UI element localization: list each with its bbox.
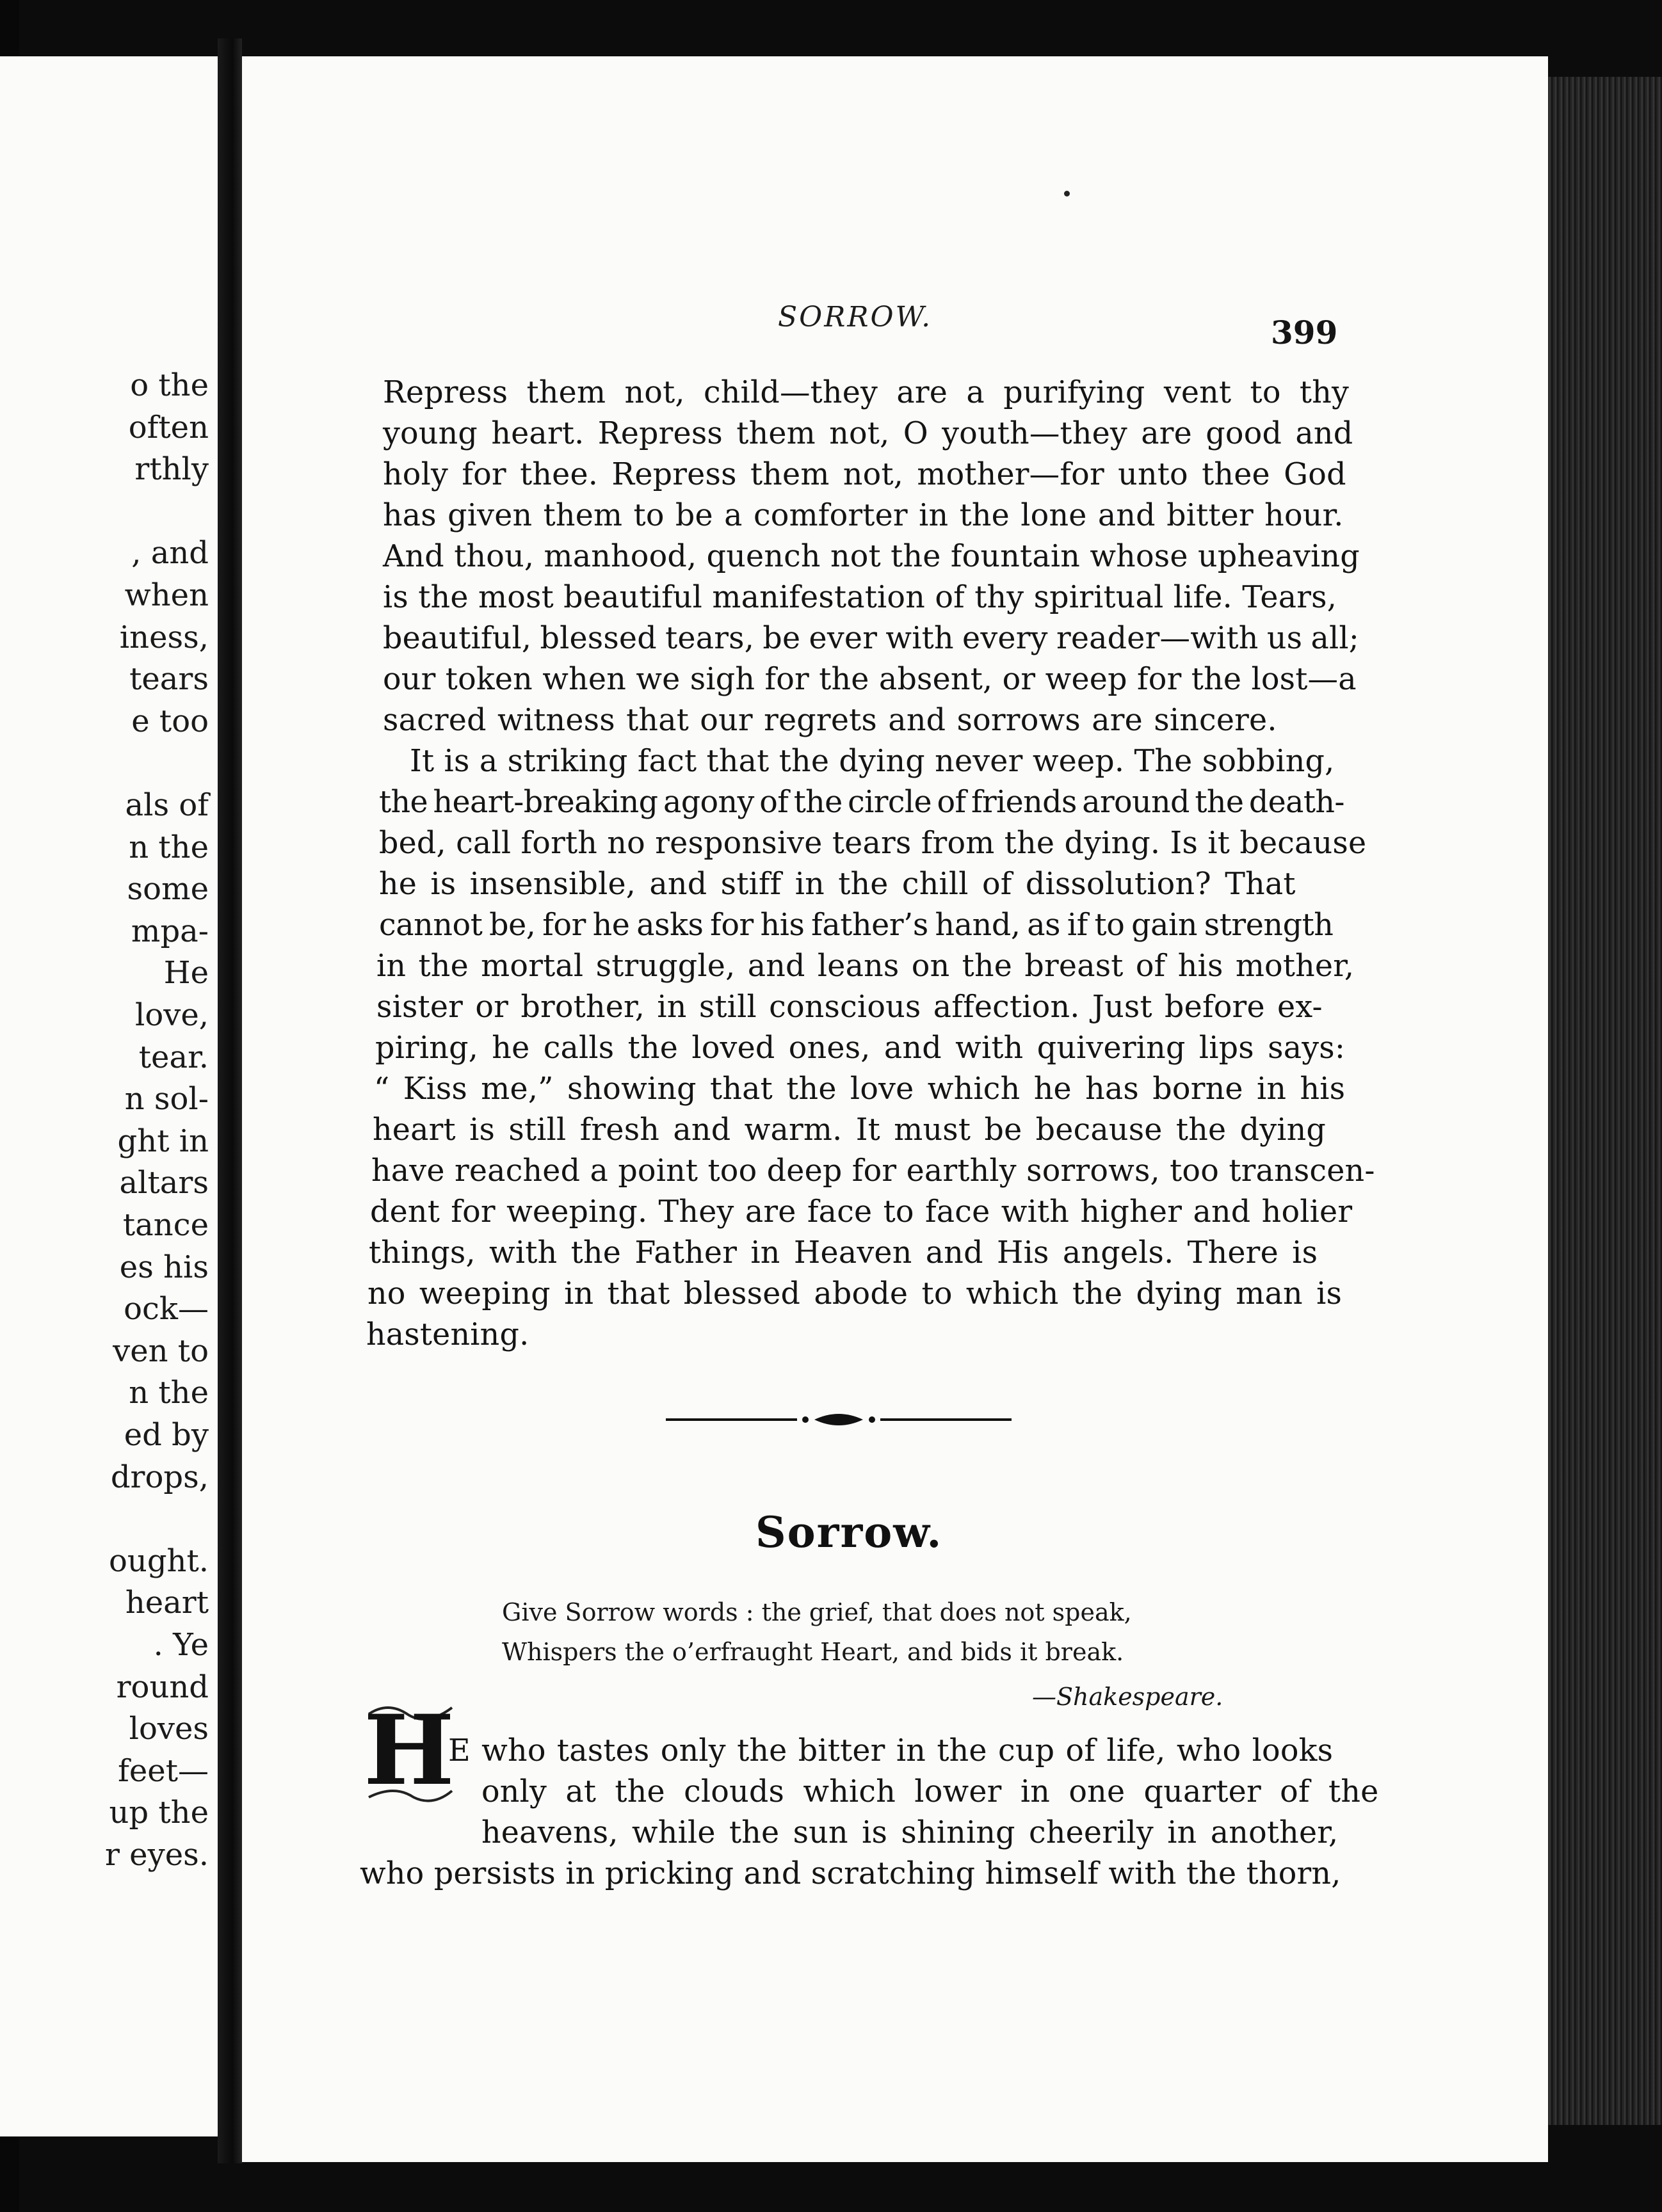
text-line: “ Kiss me,” showing that the love which he has borne in his xyxy=(374,1071,1346,1107)
text-line: Repress them not, child—they are a purifying vent to thy xyxy=(383,375,1350,410)
text-line: in the mortal struggle, and leans on the breast of his mother, xyxy=(376,949,1355,984)
epigraph-line: Whispers the o’erfraught Heart, and bids it break. xyxy=(502,1638,1124,1666)
text-line: bed, call forth no responsive tears from the dying. Is it because xyxy=(379,826,1367,861)
text-line: have reached a point too deep for earthly sorrows, too transcen- xyxy=(371,1153,1375,1189)
text-line: the heart-breaking agony of the circle of friends around the death- xyxy=(379,785,1344,820)
left-page-text-fragment: He xyxy=(163,955,209,991)
text-line: beautiful, blessed tears, be ever with every reader—with us all; xyxy=(383,621,1360,656)
left-page-text-fragment: tance xyxy=(122,1207,209,1243)
left-page-text-fragment: when xyxy=(124,577,209,613)
left-page-text-fragment: n the xyxy=(129,1375,209,1411)
left-page-text-fragment: es his xyxy=(119,1249,209,1285)
left-page-text-fragment: love, xyxy=(134,997,209,1033)
text-line: things, with the Father in Heaven and His angels. There is xyxy=(369,1235,1318,1270)
previous-page-fragment xyxy=(0,56,218,2136)
text-line: our token when we sigh for the absent, or weep for the lost—a xyxy=(383,662,1357,697)
left-page-text-fragment: drops, xyxy=(110,1459,209,1495)
left-page-text-fragment: round xyxy=(116,1669,209,1705)
left-page-text-fragment: altars xyxy=(119,1165,209,1201)
text-line: he is insensible, and stiff in the chill of dissolution? That xyxy=(379,867,1296,902)
text-line: heavens, while the sun is shining cheerily in another, xyxy=(481,1815,1339,1850)
text-line: dent for weeping. They are face to face with higher and holier xyxy=(370,1194,1353,1230)
ink-speck xyxy=(1064,191,1070,196)
left-page-text-fragment: ought. xyxy=(109,1543,209,1579)
left-page-text-fragment: r eyes. xyxy=(104,1837,209,1873)
page-number: 399 xyxy=(1271,314,1338,351)
text-line: cannot be, for he asks for his father’s hand, as if to gain strength xyxy=(379,908,1334,943)
left-page-text-fragment: tears xyxy=(129,661,209,698)
running-head: SORROW. xyxy=(778,301,933,333)
text-line: E who tastes only the bitter in the cup of life, who looks xyxy=(448,1733,1334,1768)
text-line: who persists in pricking and scratching himself with the thorn, xyxy=(360,1856,1341,1891)
epigraph-attribution: —Shakespeare. xyxy=(1032,1683,1223,1711)
text-line: young heart. Repress them not, O youth—they are good and xyxy=(383,416,1353,451)
left-page-text-fragment: rthly xyxy=(134,451,209,488)
text-line: heart is still fresh and warm. It must be because the dying xyxy=(373,1112,1327,1148)
left-page-text-fragment: up the xyxy=(109,1795,209,1831)
left-page-text-fragment: als of xyxy=(125,787,209,823)
ornament-divider xyxy=(666,1407,1012,1432)
left-page-text-fragment: ven to xyxy=(113,1333,209,1369)
left-page-text-fragment: ed by xyxy=(124,1417,209,1453)
left-page-text-fragment: n sol- xyxy=(124,1081,209,1118)
left-page-text-fragment: . Ye xyxy=(153,1627,209,1663)
text-line: piring, he calls the loved ones, and with quivering lips says: xyxy=(375,1030,1346,1066)
text-line: sacred witness that our regrets and sorrows are sincere. xyxy=(383,703,1277,738)
left-page-text-fragment: e too xyxy=(131,703,209,739)
page-edges xyxy=(1548,77,1662,2125)
text-line: only at the clouds which lower in one quarter of the xyxy=(481,1774,1379,1809)
left-page-text-fragment: some xyxy=(127,871,209,908)
left-page-text-fragment: heart xyxy=(125,1585,209,1621)
text-line: no weeping in that blessed abode to which the dying man is xyxy=(367,1276,1343,1311)
text-line: has given them to be a comforter in the lone and bitter hour. xyxy=(383,498,1344,533)
left-page-text-fragment: tear. xyxy=(138,1039,209,1075)
left-page-text-fragment: feet— xyxy=(118,1752,209,1789)
left-page-text-fragment: n the xyxy=(129,829,209,865)
epigraph-line: Give Sorrow words : the grief, that does not speak, xyxy=(502,1598,1132,1626)
left-page-text-fragment: loves xyxy=(129,1711,209,1747)
left-page-text-fragment: ght in xyxy=(117,1123,209,1159)
book-spine xyxy=(218,38,242,2163)
dropcap-letter: H xyxy=(364,1694,455,1807)
text-line: sister or brother, in still conscious affection. Just before ex- xyxy=(376,990,1323,1025)
text-line: is the most beautiful manifestation of thy spiritual life. Tears, xyxy=(383,580,1337,615)
left-page-text-fragment: , and xyxy=(131,535,209,572)
left-page-text-fragment: mpa- xyxy=(131,913,209,949)
left-page-text-fragment: ock— xyxy=(124,1291,209,1327)
text-line: It is a striking fact that the dying never weep. The sobbing, xyxy=(410,744,1335,779)
text-line: hastening. xyxy=(366,1317,529,1352)
left-page-text-fragment: o the xyxy=(130,367,209,403)
text-line: And thou, manhood, quench not the fountain whose upheaving xyxy=(383,539,1360,574)
left-page-text-fragment: iness, xyxy=(119,619,209,655)
text-line: holy for thee. Repress them not, mother—for unto thee God xyxy=(383,457,1346,492)
section-title: Sorrow. xyxy=(755,1507,943,1557)
left-page-text-fragment: often xyxy=(128,409,209,445)
